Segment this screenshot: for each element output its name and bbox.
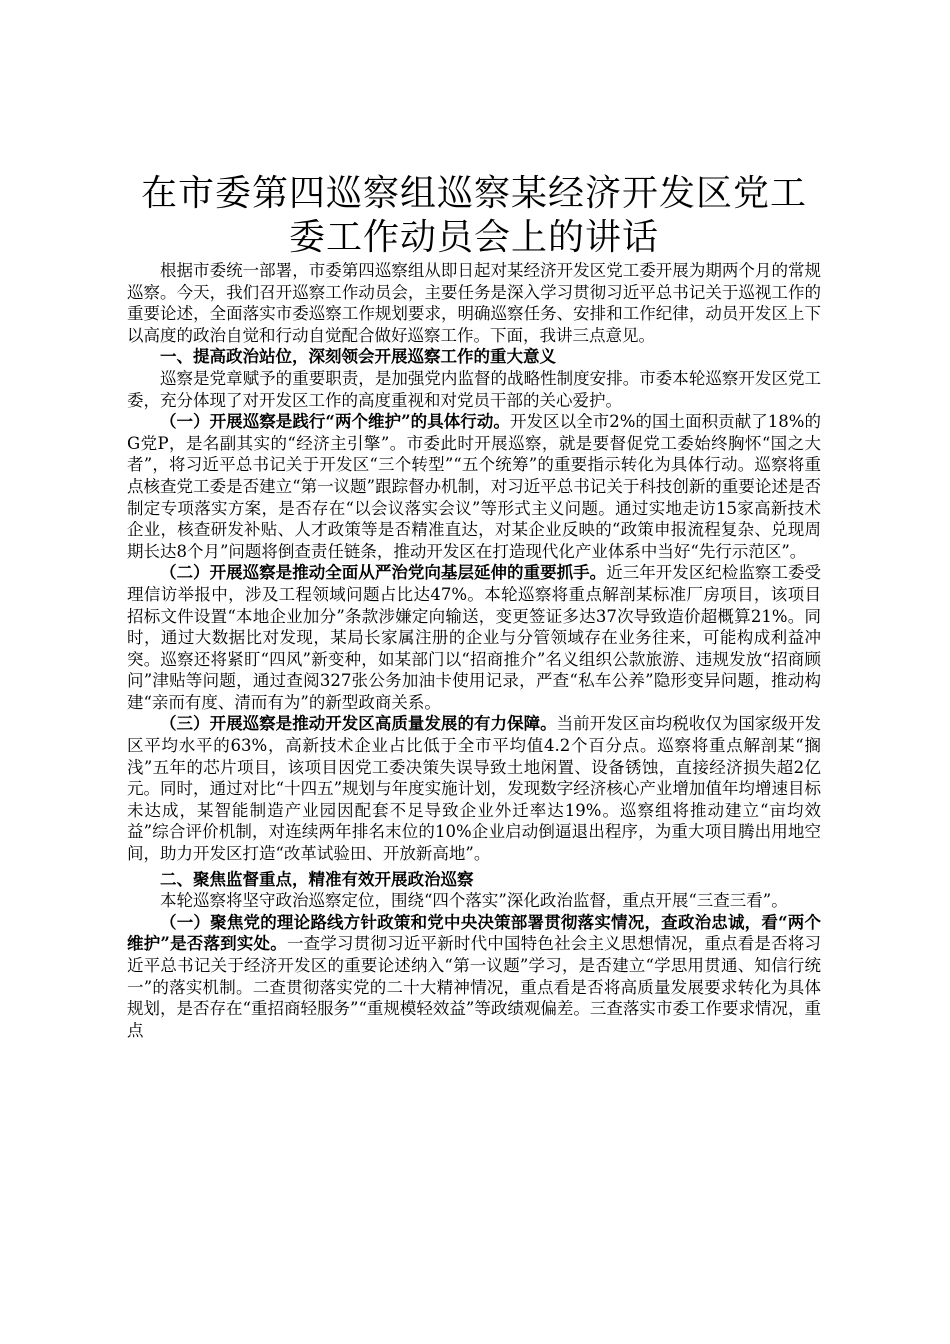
document-page (127, 172, 821, 1041)
section-1-item-3-lead: （三）开展巡察是推动开发区高质量发展的有力保障。 (160, 714, 557, 734)
section-1-item-1-text: 开发区以全市2%的国土面积贡献了18%的G党P，是名副其实的“经济主引擎”。市委此时开展巡察，就是要督促党工委始终胸怀“国之大者”，将习近平总书记关于开发区“三个转型”“五个统筹”的重要指示转化为具体行动。巡察将重点核查党工委是否建立“第一议题”跟踪督办机制，对习近平总书记关于科技创新的重要论述是否制定专项落实方案，是否存在“以会议落实会议”等形式主义问题。通过实地走访15家高新技术企业，核查研发补贴、人才政策等是否精准直达，对某企业反映的“政策申报流程复杂、兑现周期长达8个月”问题将倒查责任链条，推动开发区在打造现代化产业体系中当好“先行示范区”。 (127, 412, 822, 561)
section-1-body: 巡察是党章赋予的重要职责，是加强党内监督的战略性制度安排。市委本轮巡察开发区党工委，充分体现了对开发区工作的高度重视和对党员干部的关心爱护。 (127, 368, 821, 410)
section-1-item-1 (127, 411, 821, 562)
section-1-item-3-text: 当前开发区亩均税收仅为国家级开发区平均水平的63%，高新技术企业占比低于全市平均值4.2个百分点。巡察将重点解剖某“搁浅”五年的芯片项目，该项目因党工委决策失误导致土地闲置、设备锈蚀，直接经济损失超2亿元。同时，通过对比“十四五”规划与年度实施计划，发现数字经济核心产业增加值年均增速目标未达成，某智能制造产业园因配套不足导致企业外迁率达19%。巡察组将推动建立“亩均效益”综合评价机制，对连续两年排名末位的10%企业启动倒逼退出程序，为重大项目腾出用地空间，助力开发区打造“改革试验田、开放新高地”。 (127, 714, 822, 864)
section-2-item-1-text: 一查学习贯彻习近平新时代中国特色社会主义思想情况，重点看是否将习近平总书记关于经济开发区的重要论述纳入“第一议题”学习，是否建立“学思用贯通、知信行统一”的落实机制。二查贯彻落实党的二十大精神情况，重点看是否将高质量发展要求转化为具体规划，是否存在“重招商轻服务”“重规模轻效益”等政绩观偏差。三查落实市委工作要求情况，重点 (127, 934, 822, 1040)
section-1-item-2-text: 近三年开发区纪检监察工委受理信访举报中，涉及工程领域问题占比达47%。本轮巡察将重点解剖某标准厂房项目，该项目招标文件设置“本地企业加分”条款涉嫌定向输送，变更签证多达37次导致造价超概算21%。同时，通过大数据比对发现，某局长家属注册的企业与分管领域存在业务往来，可能构成利益冲突。巡察还将紧盯“四风”新变种，如某部门以“招商推介”名义组织公款旅游、违规发放“招商顾问”津贴等问题，通过查阅327张公务加油卡使用记录，严查“私车公养”隐形变异问题，推动构建“亲而有度、清而有为”的新型政商关系。 (127, 563, 822, 712)
section-1-item-2 (127, 562, 821, 713)
intro-paragraph: 根据市委统一部署，市委第四巡察组从即日起对某经济开发区党工委开展为期两个月的常规巡察。今天，我们召开巡察工作动员会，主要任务是深入学习贯彻习近平总书记关于巡视工作的重要论述，全面落实市委巡察工作规划要求，明确巡察任务、安排和工作纪律，动员开发区上下以高度的政治自觉和行动自觉配合做好巡察工作。下面，我讲三点意见。 (127, 261, 821, 345)
section-1-item-1-lead: （一）开展巡察是践行“两个维护”的具体行动。 (160, 412, 510, 432)
section-2-item-1 (127, 912, 821, 1042)
section-2-body: 本轮巡察将坚守政治巡察定位，围绕“四个落实”深化政治监督，重点开展“三查三看”。 (160, 891, 788, 911)
section-1-heading: 一、提高政治站位，深刻领会开展巡察工作的重大意义 (160, 347, 556, 367)
section-2-heading: 二、聚焦监督重点，精准有效开展政治巡察 (160, 869, 474, 889)
section-2-item-1-lead: （一）聚焦党的理论路线方针政策和党中央决策部署贯彻落实情况，查政治忠诚，看“两个维护”是否落到实处。 (127, 912, 821, 954)
section-1-item-2-lead: （二）开展巡察是推动全面从严治党向基层延伸的重要抓手。 (160, 563, 607, 583)
document-title: 在市委第四巡察组巡察某经济开发区党工委工作动员会上的讲话 (140, 173, 807, 258)
section-1-item-3 (127, 713, 821, 864)
